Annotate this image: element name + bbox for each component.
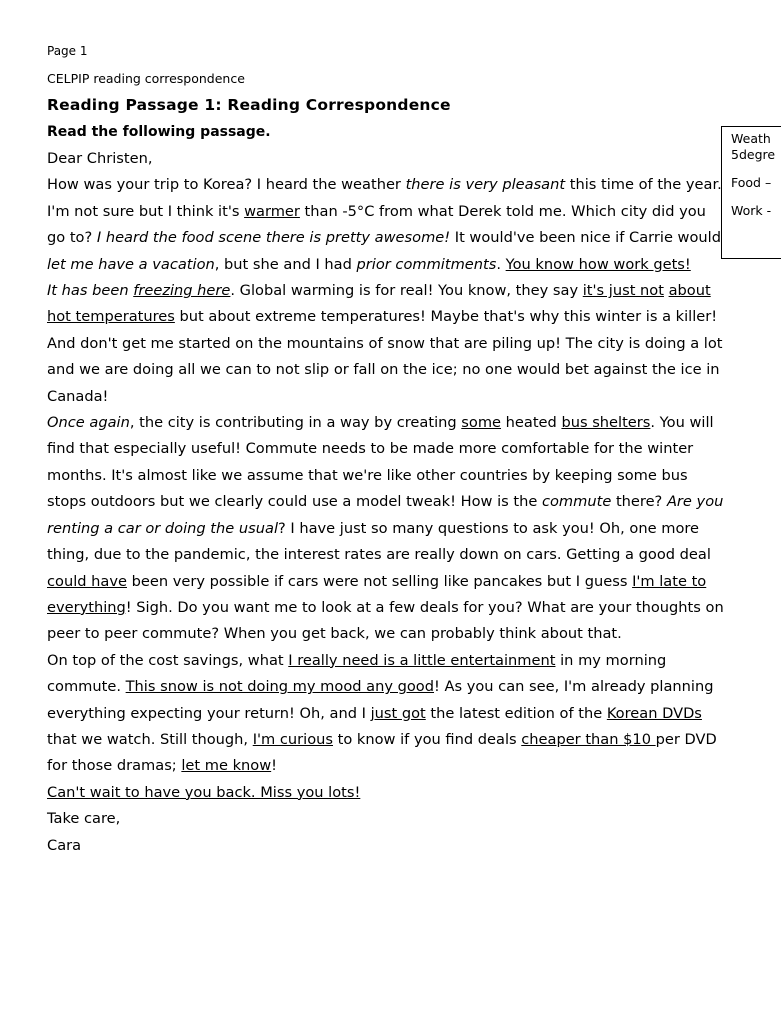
letter-signature: Cara (47, 836, 82, 854)
paragraph-4 (47, 648, 727, 780)
page-number: Page 1 (47, 44, 88, 58)
text-span: . Global warming is for real! You know, they say (230, 282, 583, 300)
italic-span: there is very pleasant (405, 176, 566, 194)
italic-span: Are you renting a car or doing the usual (47, 493, 724, 537)
instruction: Read the following passage. (47, 124, 271, 140)
underlined-span: warmer (244, 202, 300, 220)
underlined-span: This snow is not doing my mood any good (125, 678, 434, 696)
notes-weather: Weath 5degre (731, 131, 776, 162)
underlined-span: about hot temperatures (47, 282, 711, 326)
text-span: ! Sigh. Do you want me to look at a few deals for you? What are your thoughts on peer to peer commute? When you get back, we can probably think about that. (47, 598, 724, 643)
underlined-span: just got (370, 704, 426, 722)
underlined-span: Can't wait to have you back. Miss you lots! (47, 783, 361, 801)
paragraph-1 (47, 172, 727, 278)
italic-underlined-span: freezing here (133, 282, 231, 300)
italic-span: Once again (47, 414, 130, 432)
paragraph-3 (47, 410, 727, 648)
letter-closing: Take care, (47, 810, 121, 828)
underlined-span: I'm curious (252, 730, 333, 748)
letter-greeting: Dear Christen, (47, 150, 153, 167)
text-span: than -5°C from what Derek told me. Which city did you go to? (47, 202, 706, 247)
text-span: heated (501, 414, 562, 432)
text-span: , but she and I had (214, 255, 357, 273)
underlined-span: Korean DVDs (606, 704, 702, 722)
text-span: ! As you can see, I'm already planning everything expecting your return! Oh, and I (47, 678, 714, 722)
notes-food: Food – (731, 175, 772, 190)
underlined-span: bus shelters (561, 414, 651, 432)
text-span: On top of the cost savings, what (47, 651, 289, 669)
underlined-span: some (461, 414, 502, 432)
text-span: . (496, 255, 506, 273)
notes-box (721, 126, 781, 259)
text-span: the latest edition of the (425, 704, 607, 722)
text-span: How was your trip to Korea? I heard the weather (47, 176, 406, 194)
underlined-span: it's just not (582, 282, 664, 300)
document-subtitle: CELPIP reading correspondence (47, 71, 245, 86)
text-span: this time of the year. I'm not sure but I think it's (47, 176, 722, 220)
text-span: It would've been nice if Carrie would (450, 229, 721, 247)
document-title: Reading Passage 1: Reading Correspondence (47, 96, 451, 114)
text-span: . You will find that especially useful! Commute needs to be made more comfortable for the winter months. It's almost like we assume that we're like other countries by keeping some bus stops outdoors but we clearly could use a model tweak! How is the (47, 414, 714, 511)
text-span: ? I have just so many questions to ask you! Oh, one more thing, due to the pandemic, the interest rates are really down on cars. Getting a good deal (47, 519, 711, 564)
underlined-span: could have (47, 572, 127, 590)
underlined-span: You know how work gets! (505, 255, 691, 273)
underlined-span: cheaper than $10 (521, 730, 656, 748)
text-span: there? (611, 493, 667, 511)
underlined-span: I'm late to everything (47, 572, 707, 616)
italic-span: let me have a vacation (47, 255, 215, 273)
text-span: been very possible if cars were not selling like pancakes but I guess (126, 572, 633, 590)
text-span: that we watch. Still though, (47, 730, 253, 748)
italic-span: commute (541, 493, 612, 511)
text-span: per DVD for those dramas; (47, 730, 717, 775)
paragraph-5 (47, 780, 727, 806)
text-span: but about extreme temperatures! Maybe that's why this winter is a killer! And don't get me started on the mountains of snow that are piling up! The city is doing a lot and we are doing all we can to not slip or fall on the ice; no one would bet against the ice in Canada! (47, 308, 723, 405)
underlined-span: I really need is a little entertainment (288, 651, 556, 669)
italic-span: I heard the food scene there is pretty awesome! (96, 229, 451, 247)
notes-work: Work - (731, 203, 772, 218)
italic-span: It has been (47, 282, 134, 300)
text-span: ! (271, 757, 278, 775)
letter-body (47, 146, 727, 859)
italic-span: prior commitments (356, 255, 497, 273)
text-span: , the city is contributing in a way by creating (129, 414, 462, 432)
text-span: in my morning commute. (47, 651, 667, 696)
underlined-span: let me know (181, 757, 272, 775)
paragraph-2 (47, 278, 727, 410)
text-span: to know if you find deals (333, 730, 522, 748)
